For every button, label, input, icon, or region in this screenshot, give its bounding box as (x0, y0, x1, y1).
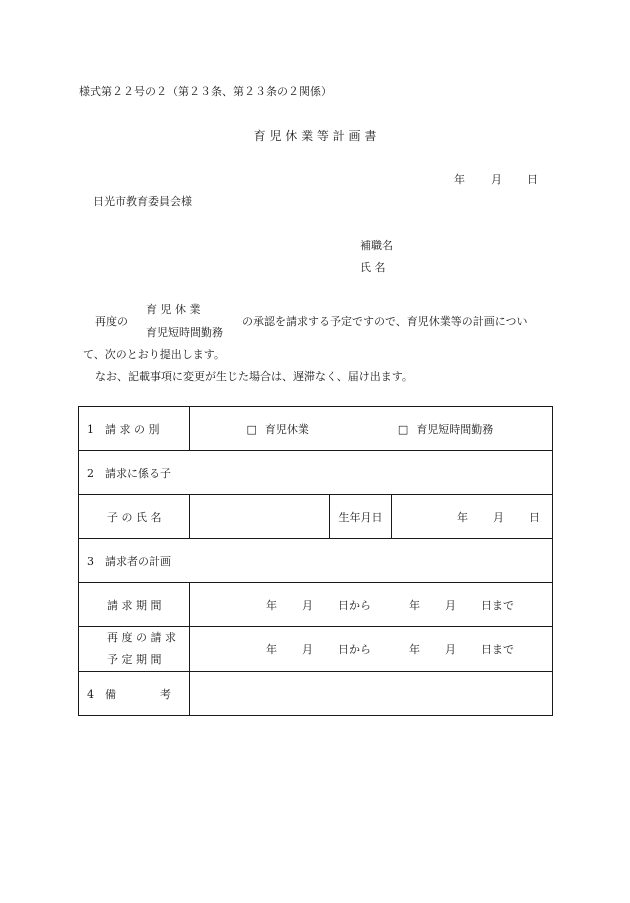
date-year: 年 (454, 173, 465, 186)
birth-date-label: 生年月日 (330, 495, 392, 539)
period-from-month: 月 (302, 598, 313, 612)
checkbox-icon: □ (246, 422, 257, 436)
body-line-1: の承認を請求する予定ですので、育児休業等の計画につい (242, 315, 528, 328)
checkbox-icon: □ (397, 422, 409, 436)
child-name-label: 子 の 氏 名 (79, 495, 190, 539)
body-line-3: なお、記載事項に変更が生じた場合は、遅滞なく、届け出ます。 (95, 370, 413, 383)
child-section-label: 2 請求に係る子 (79, 451, 553, 495)
re-request-label-line-1: 再 度 の 請 求 (107, 631, 176, 644)
re-period-from-month: 月 (302, 643, 313, 656)
re-period-from-suffix: 日から (338, 643, 371, 656)
form-number: 様式第２２号の２（第２３条、第２３条の２関係） (79, 85, 332, 98)
re-period-to-year: 年 (409, 643, 420, 656)
child-name-field[interactable] (190, 495, 330, 539)
childcare-leave-checkbox[interactable] (247, 423, 309, 436)
childcare-leave-option: 育児休業 (264, 422, 309, 436)
body-line-2: て、次のとおり提出します。 (83, 348, 225, 361)
document-title: 育 児 休 業 等 計 画 書 (253, 129, 377, 143)
re-request-period-label (79, 627, 190, 672)
re-period-from-year: 年 (266, 643, 277, 656)
birth-day-unit: 日 (529, 510, 540, 524)
birth-year-unit: 年 (457, 510, 468, 524)
request-type-row (79, 407, 553, 451)
short-hours-checkbox[interactable] (398, 423, 493, 436)
short-hours-option: 育児短時間勤務 (416, 422, 494, 436)
request-period-row (79, 583, 553, 627)
request-type-options (190, 407, 553, 451)
re-period-to-suffix: 日まで (481, 643, 514, 656)
request-period-field[interactable] (190, 583, 553, 627)
re-request-label-line-2: 予 定 期 間 (107, 653, 162, 666)
birth-date-field[interactable] (392, 495, 553, 539)
body-option-childcare-leave: 育 児 休 業 (146, 303, 201, 316)
period-to-month: 月 (445, 598, 456, 612)
re-request-period-field[interactable] (190, 627, 553, 672)
plan-section-row (79, 539, 553, 583)
date-month: 月 (491, 173, 502, 186)
body-prefix: 再度の (95, 315, 128, 328)
period-to-suffix: 日まで (481, 598, 514, 612)
period-from-year: 年 (266, 598, 277, 612)
child-name-row (79, 495, 553, 539)
re-period-to-month: 月 (445, 643, 456, 656)
remarks-label: 4 備 考 (79, 672, 190, 716)
period-to-year: 年 (409, 598, 420, 612)
body-option-short-hours: 育児短時間勤務 (146, 326, 223, 339)
addressee: 日光市教育委員会様 (93, 195, 192, 208)
re-request-period-row (79, 627, 553, 672)
period-from-suffix: 日から (338, 598, 371, 612)
plan-section-label: 3 請求者の計画 (79, 539, 553, 583)
request-form-table (78, 406, 553, 716)
child-section-row (79, 451, 553, 495)
remarks-row (79, 672, 553, 716)
name-label: 氏 名 (360, 261, 386, 274)
remarks-field[interactable] (190, 672, 553, 716)
request-period-label: 請 求 期 間 (79, 583, 190, 627)
position-label: 補職名 (360, 239, 393, 252)
birth-month-unit: 月 (493, 510, 504, 524)
date-day: 日 (527, 173, 538, 186)
request-type-label: 1 請 求 の 別 (79, 407, 190, 451)
